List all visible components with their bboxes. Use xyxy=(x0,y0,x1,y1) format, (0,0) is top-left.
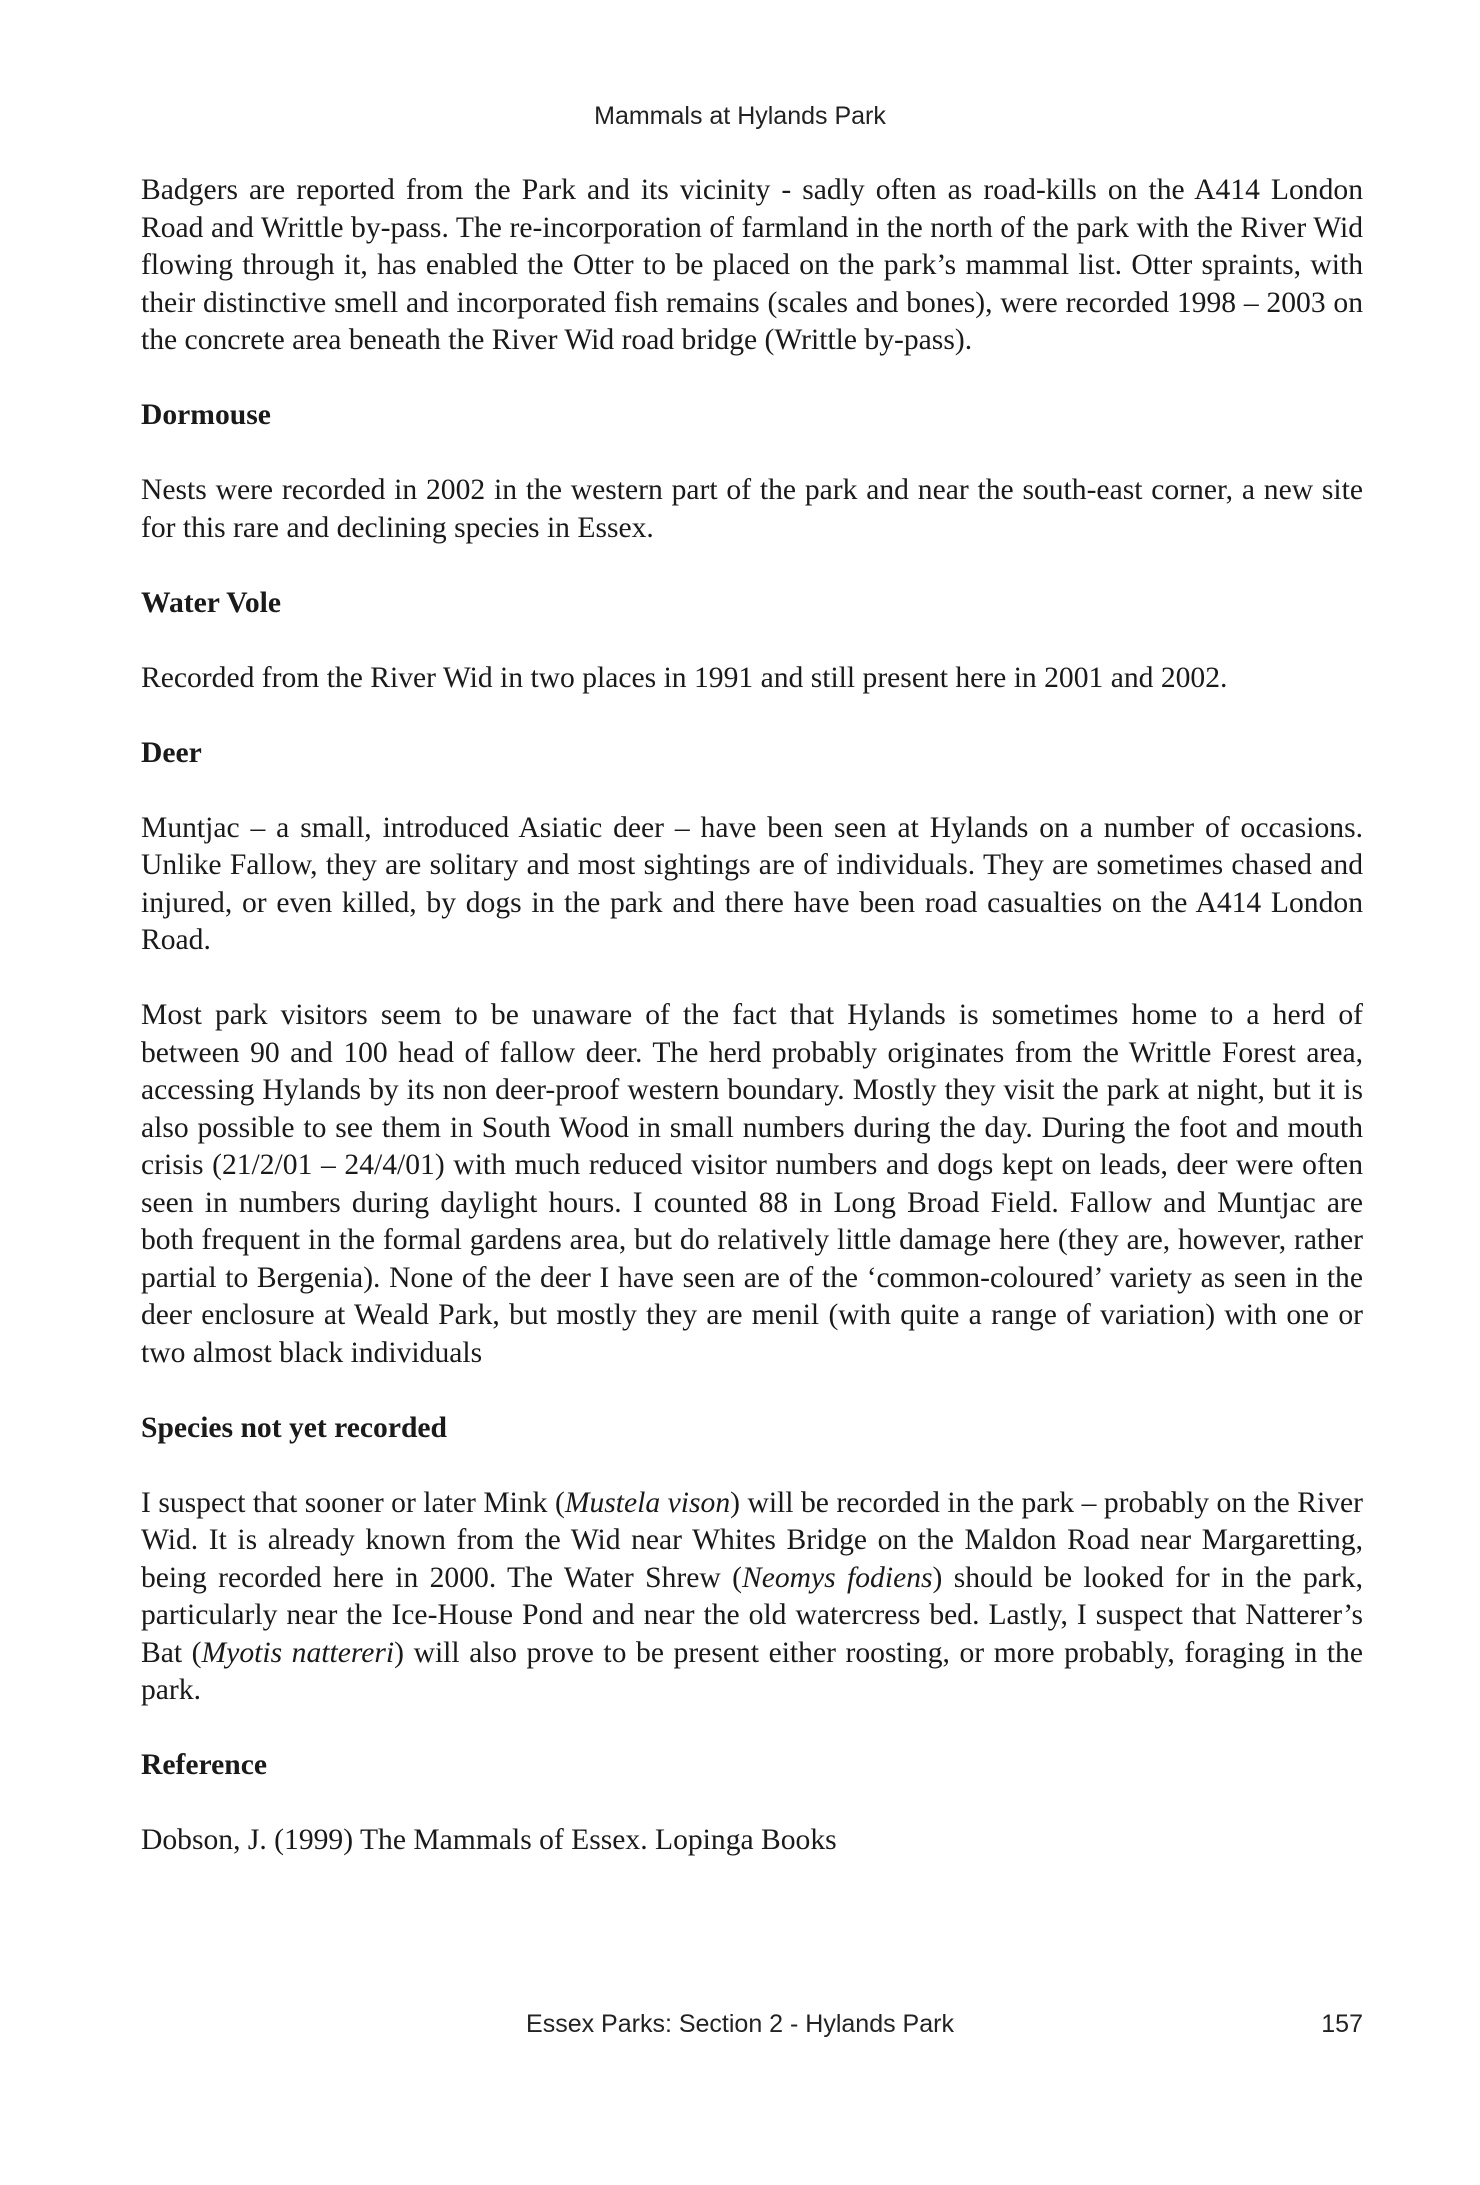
deer-paragraph-muntjac: Muntjac – a small, introduced Asiatic deer – have been seen at Hylands on a number of occasions. Unlike Fallow, they are solitary and most sightings are of individuals. They are sometimes chased and injured, or even killed, by dogs in the park and there have been road casualties on the A414 London Road. xyxy=(141,811,1363,956)
water-vole-heading: Water Vole xyxy=(141,586,282,619)
footer-title: Essex Parks: Section 2 - Hylands Park xyxy=(526,2010,954,2038)
species-text-3: ) should be looked for in the park, particularly near the Ice-House Pond and near the old watercress bed. Lastly, I suspect that Natterer’s Bat ( xyxy=(141,1561,1363,1669)
dormouse-paragraph: Nests were recorded in 2002 in the western part of the park and near the south-east corner, a new site for this rare and declining species in Essex. xyxy=(141,474,1363,544)
deer-heading: Deer xyxy=(141,736,202,769)
reference-citation: Dobson, J. (1999) The Mammals of Essex. Lopinga Books xyxy=(141,1824,837,1856)
species-text-4: ) will also prove to be present either roosting, or more probably, foraging in the park. xyxy=(141,1636,1363,1706)
running-footer xyxy=(0,2008,1480,2040)
page-number: 157 xyxy=(1321,2010,1363,2038)
deer-paragraph-fallow: Most park visitors seem to be unaware of the fact that Hylands is sometimes home to a herd of between 90 and 100 head of fallow deer. The herd probably originates from the Writtle Forest area, accessing Hylands by its non deer-proof western boundary. Mostly they visit the park at night, but it is also possible to see them in South Wood in small numbers during the day. During the foot and mouth crisis (21/2/01 – 24/4/01) with much reduced visitor numbers and dogs kept on leads, deer were often seen in numbers during daylight hours. I counted 88 in Long Broad Field. Fallow and Muntjac are both frequent in the formal gardens area, but do relatively little damage here (they are, however, rather partial to Bergenia). None of the deer I have seen are of the ‘common-coloured’ variety as seen in the deer enclosure at Weald Park, but mostly they are menil (with quite a range of variation) with one or two almost black individuals xyxy=(141,999,1363,1369)
species-text-2: ) will be recorded in the park – probably on the River Wid. It is already known from the Wid near Whites Bridge on the Maldon Road near Margaretting, being recorded here in 2000. The Water Shrew ( xyxy=(141,1486,1363,1594)
natterers-bat-latin-name: Myotis nattereri xyxy=(201,1636,395,1669)
dormouse-heading: Dormouse xyxy=(141,399,271,431)
species-not-recorded-heading: Species not yet recorded xyxy=(141,1411,448,1444)
water-shrew-latin-name: Neomys fodiens xyxy=(741,1561,933,1594)
species-text-1: I suspect that sooner or later Mink ( xyxy=(141,1486,565,1519)
mink-latin-name: Mustela vison xyxy=(564,1486,731,1519)
running-header: Mammals at Hylands Park xyxy=(594,102,886,130)
page-content xyxy=(141,172,1363,1897)
species-not-recorded-paragraph xyxy=(141,1485,1363,1710)
intro-paragraph: Badgers are reported from the Park and its vicinity - sadly often as road-kills on the A414 London Road and Writtle by-pass. The re-incorporation of farmland in the north of the park with the River Wid flowing through it, has enabled the Otter to be placed on the park’s mammal list. Otter spraints, with their distinctive smell and incorporated fish remains (scales and bones), were recorded 1998 – 2003 on the concrete area beneath the River Wid road bridge (Writtle by-pass). xyxy=(141,174,1363,356)
reference-heading: Reference xyxy=(141,1749,267,1781)
water-vole-paragraph: Recorded from the River Wid in two places in 1991 and still present here in 2001 and 2002. xyxy=(141,661,1228,694)
